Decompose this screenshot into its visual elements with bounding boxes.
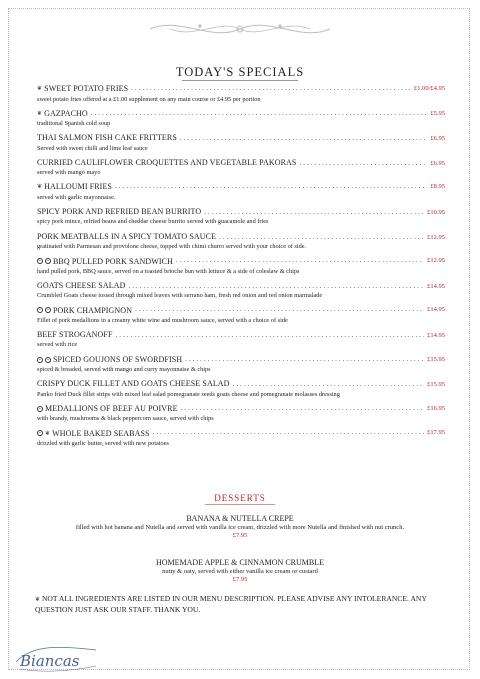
menu-item-price: £14.95 <box>427 331 445 339</box>
menu-item-price: £14.95 <box>427 306 445 314</box>
menu-item-row <box>37 158 445 169</box>
menu-item-description: gratinated with Parmesan and provolone cheese, topped with chimi churro served with your choice of side. <box>37 243 307 251</box>
menu-item <box>37 404 445 429</box>
menu-item-description: Crumbled Goats cheese tossed through mixed leaves with serrano ham, fresh red onion and red onion marmalade <box>37 292 323 300</box>
biancas-logo <box>12 640 102 674</box>
allergen-icon: • <box>45 307 51 313</box>
dot-leader <box>115 182 427 190</box>
menu-item-price: £6.95 <box>430 159 445 167</box>
menu-item-price: £12.95 <box>427 233 445 241</box>
dot-leader <box>176 256 424 264</box>
menu-item-price: £17.95 <box>427 429 445 437</box>
menu-item-title <box>37 379 230 388</box>
menu-item <box>37 281 445 306</box>
menu-item-description: served with mango mayo <box>37 169 101 177</box>
menu-item-description: Fillet of pork medallions in a creamy white wine and mushroom sauce, served with a choice of side <box>37 316 288 324</box>
menu-item-description: drizzled with garlic butter, served with new potatoes <box>37 439 169 447</box>
dot-leader <box>204 208 424 216</box>
title-underline <box>182 80 298 81</box>
dot-leader <box>181 404 425 412</box>
allergen-icon: • <box>37 430 43 436</box>
menu-item-name: BBQ PULLED PORK SANDWICH <box>53 256 173 266</box>
menu-item <box>37 355 445 380</box>
menu-item-title <box>37 257 173 266</box>
menu-item <box>37 109 445 134</box>
menu-item-name: WHOLE BAKED SEABASS <box>52 428 150 438</box>
menu-item-description: served with rice <box>37 341 78 349</box>
menu-item-row <box>37 109 445 120</box>
menu-item-row <box>37 281 445 292</box>
menu-item <box>37 133 445 158</box>
dot-leader <box>185 355 424 363</box>
menu-item-title <box>37 330 113 339</box>
menu-item-row <box>37 355 445 366</box>
menu-item-name: SPICY PORK AND REFRIED BEAN BURRITO <box>37 206 202 216</box>
allergen-icon: • <box>45 258 51 264</box>
allergen-icon: • <box>37 406 43 412</box>
allergen-icon: • <box>37 258 43 264</box>
menu-item-row <box>37 207 445 218</box>
dessert-price: £7.95 <box>232 532 248 539</box>
menu-item-description: served with garlic mayonnaise. <box>37 193 116 201</box>
menu-item-price: £10.95 <box>427 208 445 216</box>
leaf-icon: ❦ <box>37 86 43 92</box>
svg-text:Biancas: Biancas <box>20 652 80 670</box>
menu-item-row <box>37 84 445 95</box>
dessert-item <box>40 514 440 539</box>
menu-item-description: spicy pork mince, refried beans and cheddar cheese burrito served with guacamole and fries <box>37 218 269 226</box>
menu-item <box>37 330 445 355</box>
menu-item-price: £8.95 <box>430 183 445 191</box>
menu-item-name: PORK MEATBALLS IN A SPICY TOMATO SAUCE <box>37 231 217 241</box>
dot-leader <box>219 233 424 241</box>
menu-item-row <box>37 330 445 341</box>
menu-item-title <box>37 158 296 167</box>
menu-item-price: £15.95 <box>427 355 445 363</box>
allergy-note <box>35 594 445 615</box>
menu-item-row <box>37 256 445 267</box>
menu-item-title <box>37 84 128 93</box>
menu-item-name: BEEF STROGANOFF <box>37 329 113 339</box>
dot-leader <box>299 159 427 167</box>
menu-item <box>37 305 445 330</box>
menu-item-description: hand pulled pork, BBQ sauce, served on a toasted brioche bun with lettuce & a side of coleslaw & chips <box>37 267 300 275</box>
dot-leader <box>116 331 425 339</box>
menu-item-name: SWEET POTATO FRIES <box>44 84 129 93</box>
menu-item <box>37 428 445 453</box>
menu-item-price: £12.95 <box>427 257 445 265</box>
allergen-icon: • <box>45 357 51 363</box>
dessert-item <box>40 558 440 583</box>
menu-item-row <box>37 404 445 415</box>
menu-item-row <box>37 428 445 439</box>
menu-item-title <box>37 182 112 191</box>
menu-item-title <box>37 207 201 216</box>
dessert-name: HOMEMADE APPLE & CINNAMON CRUMBLE <box>155 558 324 567</box>
menu-item <box>37 182 445 207</box>
dessert-description: filled with hot banana and Nutella and served with vanilla ice cream, drizzled with more Nutella and finished with nut crunch. <box>75 524 405 531</box>
page-title: TODAY'S SPECIALS <box>175 65 305 79</box>
decorative-flourish-icon <box>140 14 340 44</box>
menu-item-description: sweet potato fries offered at a £1.00 supplement on any main course or £4.95 per portion <box>37 95 261 103</box>
allergy-note-text: NOT ALL INGREDIENTS ARE LISTED IN OUR MENU DESCRIPTION. PLEASE ADVISE ANY INTOLERANCE. ANY QUESTION JUST ASK OUR STAFF. THANK YOU. <box>35 594 427 614</box>
dessert-price: £7.95 <box>232 576 248 583</box>
menu-item-description: Served with sweet chilli and lime leaf sauce <box>37 144 148 152</box>
menu-item <box>37 84 445 109</box>
desserts-heading: DESSERTS <box>214 493 266 503</box>
dot-leader <box>153 428 425 436</box>
menu-item-name: SPICED GOUJONS OF SWORDFISH <box>53 355 183 365</box>
specials-list <box>37 84 445 453</box>
menu-item <box>37 207 445 232</box>
menu-item-title <box>37 306 132 315</box>
menu-item-row <box>37 133 445 144</box>
menu-item-description: traditional Spanish cold soup <box>37 120 111 128</box>
dot-leader <box>233 380 425 388</box>
menu-item-description: spiced & breaded, served with mango and curry mayonnaise & chips <box>37 366 211 374</box>
menu-item-description: with brandy, mushrooms & black peppercorn sauce, served with chips <box>37 415 214 423</box>
dot-leader <box>131 84 411 92</box>
menu-item-price: £16.95 <box>427 404 445 412</box>
menu-item <box>37 232 445 257</box>
menu-item-description: Panko fried Duck fillet strips with mixed leaf salad pomegranate seeds goats cheese and pomegranate molasses dressing <box>37 390 340 398</box>
menu-item-name: PORK CHAMPIGNON <box>53 305 133 315</box>
menu-item-title <box>37 133 177 142</box>
menu-item-price: £1.00/£4.95 <box>413 85 445 92</box>
dot-leader <box>135 305 424 313</box>
menu-item <box>37 379 445 404</box>
menu-item-row <box>37 305 445 316</box>
menu-item-title <box>37 355 182 364</box>
dessert-name: BANANA & NUTELLA CREPE <box>186 514 294 523</box>
leaf-icon: ❦ <box>35 597 41 603</box>
menu-item-price: £5.95 <box>430 109 445 117</box>
menu-item-title <box>37 109 88 118</box>
menu-item-name: GAZPACHO <box>44 108 88 118</box>
dessert-description: nutty & oaty, served with either vanilla ice cream or custard <box>162 568 318 575</box>
menu-item-row <box>37 379 445 390</box>
menu-item-name: GOATS CHEESE SALAD <box>37 280 126 290</box>
menu-item-name: THAI SALMON FISH CAKE FRITTERS <box>37 133 177 143</box>
dot-leader <box>91 109 428 117</box>
menu-item-row <box>37 182 445 193</box>
menu-item-price: £14.95 <box>427 282 445 290</box>
dot-leader <box>128 282 424 290</box>
menu-item <box>37 256 445 281</box>
menu-item-name: CRISPY DUCK FILLET AND GOATS CHEESE SALAD <box>37 379 230 389</box>
menu-item-title <box>37 281 125 290</box>
desserts-underline <box>205 504 275 505</box>
menu-item-name: HALLOUMI FRIES <box>44 182 112 192</box>
menu-item-name: CURRIED CAULIFLOWER CROQUETTES AND VEGETABLE PAKORAS <box>37 157 297 167</box>
menu-item-price: £15.95 <box>427 381 445 389</box>
leaf-icon: ❦ <box>37 110 43 117</box>
leaf-icon: ❦ <box>45 430 51 437</box>
dot-leader <box>180 134 427 142</box>
allergen-icon: • <box>37 357 43 363</box>
menu-item-name: MEDALLIONS OF BEEF AU POIVRE <box>45 404 178 414</box>
menu-item <box>37 158 445 183</box>
menu-item-price: £6.95 <box>430 135 445 143</box>
leaf-icon: ❦ <box>37 184 43 191</box>
menu-item-title <box>37 232 216 241</box>
allergen-icon: • <box>37 307 43 313</box>
menu-item-title <box>37 404 178 413</box>
menu-item-row <box>37 232 445 243</box>
menu-item-title <box>37 429 150 438</box>
